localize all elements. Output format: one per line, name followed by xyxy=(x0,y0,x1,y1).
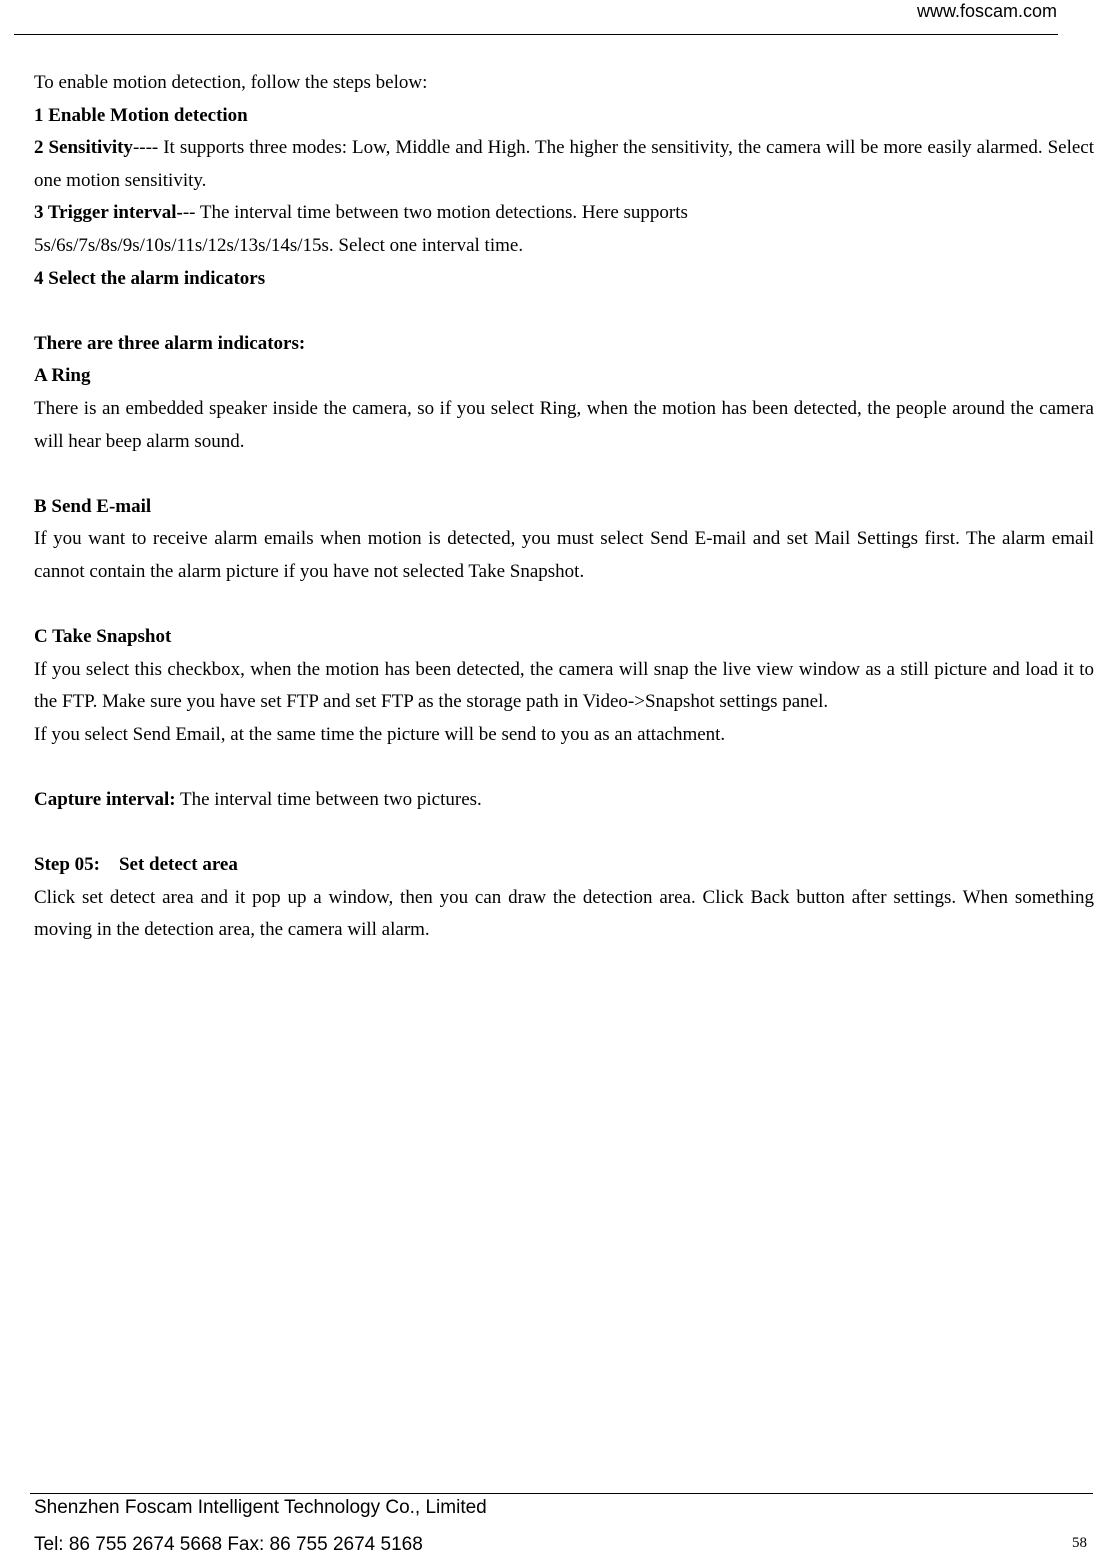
step-4 xyxy=(34,263,1094,296)
email-heading xyxy=(34,491,1094,524)
blank-line xyxy=(34,817,1094,850)
step-3-values: 5s/6s/7s/8s/9s/10s/11s/12s/13s/14s/15s. Select one interval time. xyxy=(34,234,524,256)
ring-heading-text: A Ring xyxy=(34,365,91,387)
document-body xyxy=(34,67,1094,947)
indicators-heading xyxy=(34,328,1094,361)
step-2-label: 2 Sensitivity xyxy=(34,137,133,159)
snapshot-heading xyxy=(34,621,1094,654)
capture-interval-text: The interval time between two pictures. xyxy=(175,789,482,811)
footer-divider xyxy=(30,1493,1093,1494)
ring-text: There is an embedded speaker inside the camera, so if you select Ring, when the motion has been detected, the people around the camera will hear beep alarm sound. xyxy=(34,397,1094,452)
blank-line xyxy=(34,589,1094,622)
step-5-heading-text: Step 05: Set detect area xyxy=(34,854,238,876)
step-1-label: 1 Enable Motion detection xyxy=(34,104,248,126)
intro-text: To enable motion detection, follow the steps below: xyxy=(34,72,428,93)
step-2 xyxy=(34,132,1094,197)
footer-company: Shenzhen Foscam Intelligent Technology Co., Limited xyxy=(34,1497,487,1518)
step-5-heading xyxy=(34,849,1094,882)
page-number: 58 xyxy=(1072,1535,1087,1551)
step-2-text: ---- It supports three modes: Low, Middle and High. The higher the sensitivity, the camera will be more easily alarmed. Select one motion sensitivity. xyxy=(34,137,1094,191)
step-5-text: Click set detect area and it pop up a window, then you can draw the detection area. Click Back button after settings. When something moving in the detection area, the camera will alarm. xyxy=(34,886,1094,941)
indicators-heading-text: There are three alarm indicators: xyxy=(34,332,306,354)
footer-contact: Tel: 86 755 2674 5668 Fax: 86 755 2674 5168 xyxy=(34,1534,423,1555)
snapshot-text-2: If you select Send Email, at the same time the picture will be send to you as an attachment. xyxy=(34,723,726,745)
blank-line xyxy=(34,295,1094,328)
snapshot-text: If you select this checkbox, when the motion has been detected, the camera will snap the live view window as a still picture and load it to the FTP. Make sure you have set FTP and set FTP as the storage path in Video->Snapshot settings panel. xyxy=(34,658,1094,713)
step-4-label: 4 Select the alarm indicators xyxy=(34,267,266,289)
snapshot-heading-text: C Take Snapshot xyxy=(34,626,172,648)
capture-interval-label: Capture interval: xyxy=(34,789,176,811)
email-text: If you want to receive alarm emails when motion is detected, you must select Send E-mail and set Mail Settings first. The alarm email cannot contain the alarm picture if you have not selected Take Snapshot. xyxy=(34,528,1094,582)
step-3 xyxy=(34,197,1094,230)
header-divider xyxy=(14,34,1058,35)
capture-interval xyxy=(34,784,1094,817)
ring-heading xyxy=(34,360,1094,393)
header-url: www.foscam.com xyxy=(916,1,1057,21)
step-1 xyxy=(34,100,1094,133)
step-3-text: -- The interval time between two motion detections. Here supports xyxy=(182,202,688,224)
blank-line xyxy=(34,458,1094,491)
step-3-label: 3 Trigger interval- xyxy=(34,202,183,224)
blank-line xyxy=(34,751,1094,784)
email-heading-text: B Send E-mail xyxy=(34,495,152,517)
